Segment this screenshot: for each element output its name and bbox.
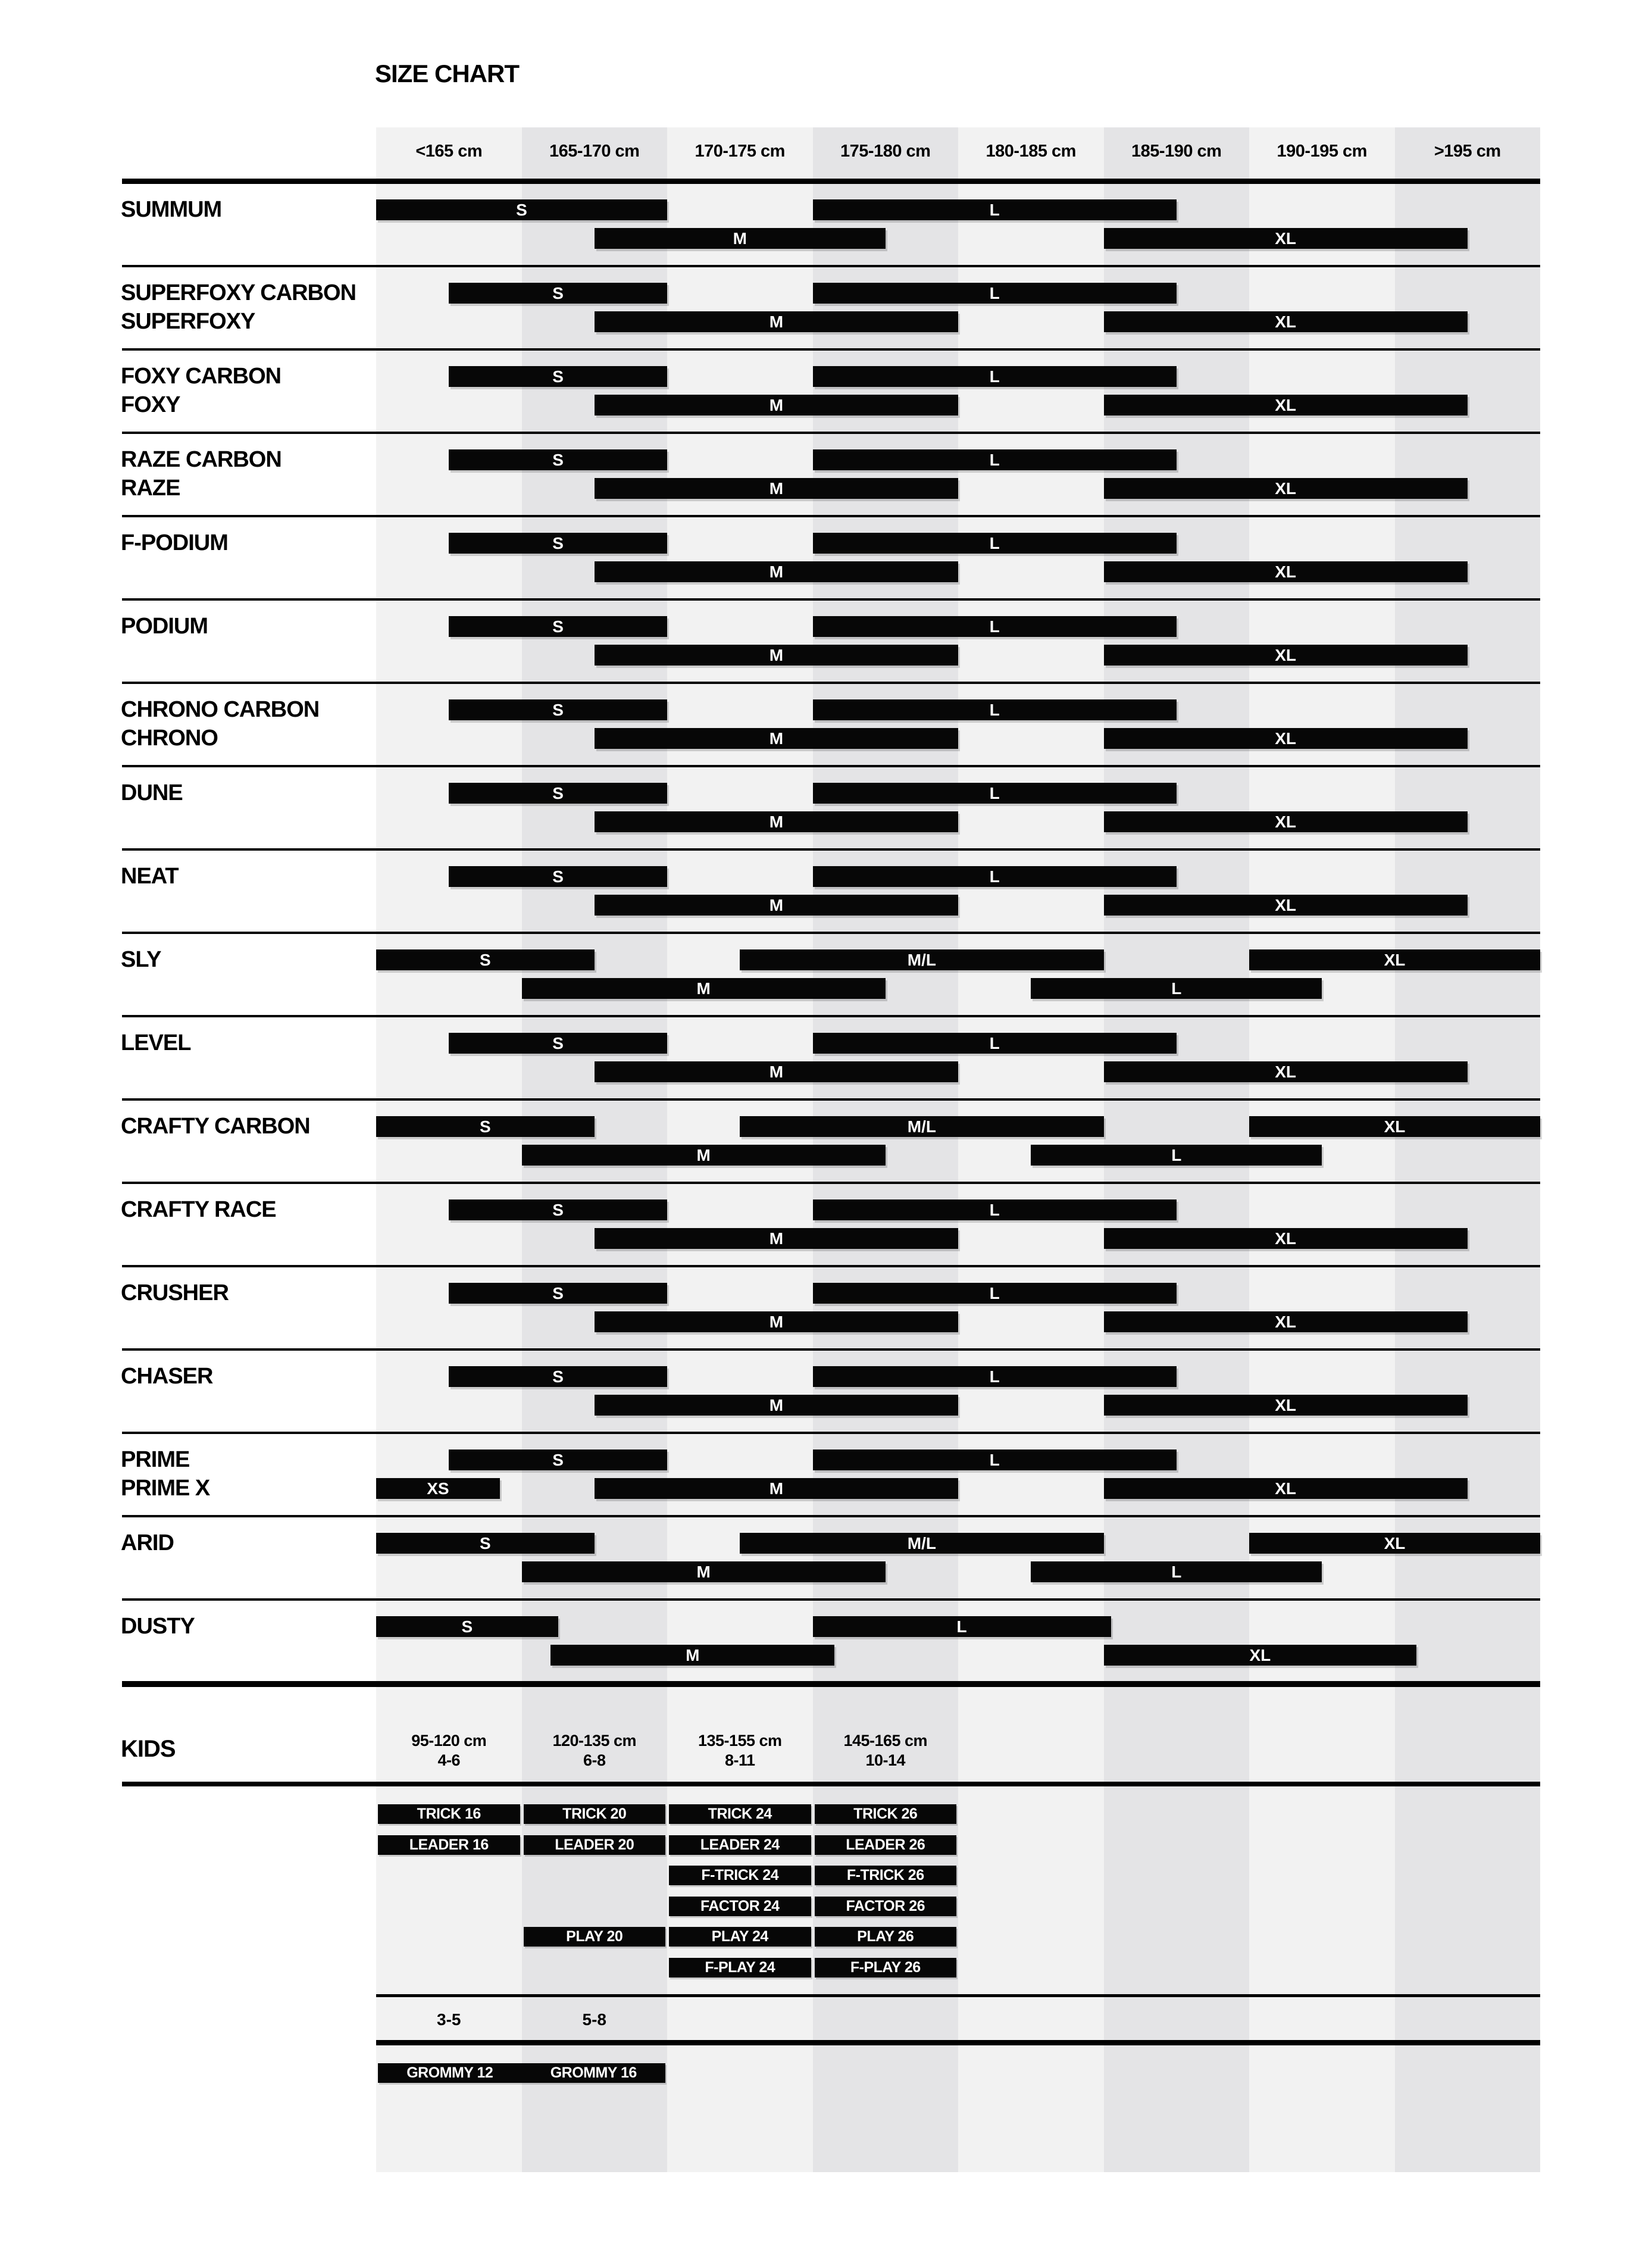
model-separator-line <box>122 1515 1540 1517</box>
size-bar: L <box>813 1283 1177 1304</box>
size-bar: S <box>449 866 667 887</box>
grommy-model-label: GROMMY 12 <box>406 2064 493 2081</box>
size-bar: L <box>1031 1145 1322 1166</box>
model-label: SUMMUM <box>121 197 222 222</box>
page-title: SIZE CHART <box>375 60 519 88</box>
size-bar: XL <box>1104 895 1468 916</box>
kids-column-header <box>813 1728 959 1773</box>
model-label: SLY <box>121 947 161 972</box>
model-separator-line <box>122 1265 1540 1267</box>
model-separator-line <box>122 765 1540 767</box>
size-bar: S <box>376 1533 595 1554</box>
model-label: PRIME <box>121 1447 190 1472</box>
model-separator-line <box>122 1015 1540 1017</box>
column-header: 190-195 cm <box>1277 141 1367 161</box>
size-bar: XL <box>1249 949 1540 970</box>
kids-section-label: KIDS <box>121 1735 176 1762</box>
size-bar: L <box>813 783 1177 804</box>
model-separator-line <box>122 848 1540 851</box>
kids-model-cell: F-TRICK 24 <box>669 1866 811 1885</box>
size-bar: M <box>550 1645 834 1666</box>
size-bar: S <box>376 1116 595 1137</box>
model-label: LEVEL <box>121 1030 191 1055</box>
size-bar: L <box>813 533 1177 554</box>
model-separator-line <box>122 932 1540 934</box>
model-label: SUPERFOXY <box>121 309 255 334</box>
model-separator-line <box>122 1432 1540 1434</box>
model-label: RAZE CARBON <box>121 447 281 472</box>
model-label: PRIME X <box>121 1476 210 1501</box>
model-label: RAZE <box>121 476 180 501</box>
size-bar: S <box>449 699 667 720</box>
kids-ages-top-line <box>376 1994 1540 1997</box>
size-bar: L <box>813 366 1177 387</box>
size-bar: M <box>522 1145 886 1166</box>
model-separator-line <box>122 1348 1540 1351</box>
model-separator-line <box>122 598 1540 601</box>
size-bar: S <box>449 449 667 470</box>
size-bar: L <box>813 1616 1111 1637</box>
kids-header-line <box>122 1782 1540 1786</box>
column-stripe <box>376 127 522 2172</box>
model-label: DUNE <box>121 780 183 805</box>
kids-model-cell: FACTOR 26 <box>815 1897 957 1916</box>
size-bar: M <box>595 1061 958 1082</box>
model-label: FOXY <box>121 392 180 417</box>
column-header: 165-170 cm <box>549 141 640 161</box>
kids-model-cell: TRICK 20 <box>524 1804 666 1824</box>
size-bar: M <box>595 1228 958 1249</box>
size-bar: L <box>813 1449 1177 1470</box>
size-bar: S <box>449 533 667 554</box>
size-bar: XS <box>376 1478 500 1499</box>
size-bar: S <box>449 783 667 804</box>
size-bar: M <box>595 395 958 416</box>
kids-model-cell: LEADER 16 <box>378 1835 520 1855</box>
kids-column-header <box>376 1728 522 1773</box>
model-separator-line <box>122 515 1540 517</box>
kids-model-cell: F-PLAY 24 <box>669 1958 811 1978</box>
model-label: CHRONO <box>121 726 218 751</box>
model-label: ARID <box>121 1530 174 1555</box>
model-label: DUSTY <box>121 1614 195 1639</box>
kids-model-cell: LEADER 26 <box>815 1835 957 1855</box>
size-bar: L <box>813 616 1177 637</box>
grommy-model-label: GROMMY 16 <box>550 2064 637 2081</box>
size-bar: XL <box>1104 228 1468 249</box>
model-separator-line <box>122 1598 1540 1601</box>
kids-age-range: 8-11 <box>724 1751 755 1769</box>
size-bar: XL <box>1104 311 1468 332</box>
kids-age-range: 6-8 <box>583 1751 606 1769</box>
size-bar: S <box>376 1616 558 1637</box>
column-stripe <box>1395 127 1541 2172</box>
size-bar: L <box>1031 978 1322 999</box>
kids-model-cell: PLAY 20 <box>524 1927 666 1947</box>
size-bar: L <box>813 1199 1177 1220</box>
kids-age-range: 10-14 <box>865 1751 906 1769</box>
size-bar: XL <box>1104 1645 1417 1666</box>
kids-age-range: 4-6 <box>437 1751 461 1769</box>
size-bar: XL <box>1104 1395 1468 1416</box>
size-bar: M <box>595 728 958 749</box>
size-bar: M <box>595 811 958 832</box>
size-bar: M <box>522 978 886 999</box>
size-bar: S <box>449 1366 667 1387</box>
kids-model-cell: F-PLAY 26 <box>815 1958 957 1978</box>
size-bar: M <box>522 1561 886 1582</box>
size-bar: XL <box>1249 1533 1540 1554</box>
age-range-label: 5-8 <box>582 2010 606 2029</box>
size-bar: L <box>813 866 1177 887</box>
model-separator-line <box>122 1098 1540 1101</box>
model-separator-line <box>122 1182 1540 1184</box>
model-label: FOXY CARBON <box>121 364 281 389</box>
column-header: >195 cm <box>1434 141 1501 161</box>
kids-model-cell: TRICK 24 <box>669 1804 811 1824</box>
kids-height-range: 120-135 cm <box>552 1732 637 1750</box>
size-bar: S <box>449 283 667 304</box>
size-bar: XL <box>1104 728 1468 749</box>
size-bar: M <box>595 478 958 499</box>
model-label: CRUSHER <box>121 1280 229 1305</box>
size-bar: M/L <box>740 1533 1103 1554</box>
size-bar: XL <box>1104 395 1468 416</box>
kids-height-range: 95-120 cm <box>411 1732 487 1750</box>
size-bar: XL <box>1104 478 1468 499</box>
model-label: SUPERFOXY CARBON <box>121 280 356 305</box>
size-bar: M <box>595 895 958 916</box>
kids-model-cell: TRICK 16 <box>378 1804 520 1824</box>
size-bar: M <box>595 228 886 249</box>
size-bar: M <box>595 1311 958 1332</box>
size-bar: L <box>813 283 1177 304</box>
model-label: CHASER <box>121 1364 213 1389</box>
model-label: NEAT <box>121 864 179 889</box>
size-bar: M <box>595 645 958 666</box>
column-header: <165 cm <box>415 141 483 161</box>
size-bar: L <box>813 449 1177 470</box>
size-bar: XL <box>1104 561 1468 582</box>
size-bar: M <box>595 1478 958 1499</box>
size-bar: M <box>595 561 958 582</box>
grommy-bar <box>378 2063 665 2083</box>
model-label: CHRONO CARBON <box>121 697 320 722</box>
size-bar: S <box>449 1199 667 1220</box>
size-bar: M/L <box>740 1116 1103 1137</box>
size-bar: XL <box>1104 1311 1468 1332</box>
size-bar: S <box>449 1449 667 1470</box>
kids-column-header <box>522 1728 668 1773</box>
size-bar: S <box>376 949 595 970</box>
kids-model-cell: FACTOR 24 <box>669 1897 811 1916</box>
column-header: 180-185 cm <box>986 141 1076 161</box>
model-separator-line <box>122 348 1540 351</box>
model-separator-line <box>122 265 1540 267</box>
model-label: PODIUM <box>121 614 208 639</box>
kids-column-header <box>667 1728 813 1773</box>
size-bar: S <box>449 1283 667 1304</box>
size-bar: S <box>376 199 667 220</box>
model-separator-line <box>122 682 1540 684</box>
kids-model-cell: TRICK 26 <box>815 1804 957 1824</box>
size-bar: L <box>813 1366 1177 1387</box>
model-label: CRAFTY CARBON <box>121 1114 310 1139</box>
size-bar: XL <box>1249 1116 1540 1137</box>
size-bar: M <box>595 311 958 332</box>
table-top-line <box>122 179 1540 184</box>
kids-height-range: 135-155 cm <box>697 1732 782 1750</box>
size-bar: XL <box>1104 645 1468 666</box>
column-header: 185-190 cm <box>1131 141 1222 161</box>
kids-ages-bottom-line <box>376 2040 1540 2045</box>
kids-height-range: 145-165 cm <box>843 1732 928 1750</box>
model-label: CRAFTY RACE <box>121 1197 276 1222</box>
model-label: F-PODIUM <box>121 530 228 555</box>
kids-model-cell: PLAY 24 <box>669 1927 811 1947</box>
kids-model-cell: PLAY 26 <box>815 1927 957 1947</box>
size-bar: L <box>1031 1561 1322 1582</box>
age-range-label: 3-5 <box>437 2010 461 2029</box>
kids-model-cell: LEADER 20 <box>524 1835 666 1855</box>
size-bar: M <box>595 1395 958 1416</box>
model-separator-line <box>122 432 1540 434</box>
kids-model-cell: F-TRICK 26 <box>815 1866 957 1885</box>
column-header: 175-180 cm <box>840 141 931 161</box>
size-bar: S <box>449 366 667 387</box>
size-bar: XL <box>1104 811 1468 832</box>
size-bar: L <box>813 199 1177 220</box>
table-bottom-line <box>122 1681 1540 1687</box>
kids-model-cell: LEADER 24 <box>669 1835 811 1855</box>
column-header: 170-175 cm <box>695 141 785 161</box>
size-bar: L <box>813 1033 1177 1054</box>
size-bar: S <box>449 616 667 637</box>
size-bar: S <box>449 1033 667 1054</box>
size-bar: L <box>813 699 1177 720</box>
size-bar: XL <box>1104 1228 1468 1249</box>
size-bar: XL <box>1104 1478 1468 1499</box>
size-bar: XL <box>1104 1061 1468 1082</box>
size-bar: M/L <box>740 949 1103 970</box>
